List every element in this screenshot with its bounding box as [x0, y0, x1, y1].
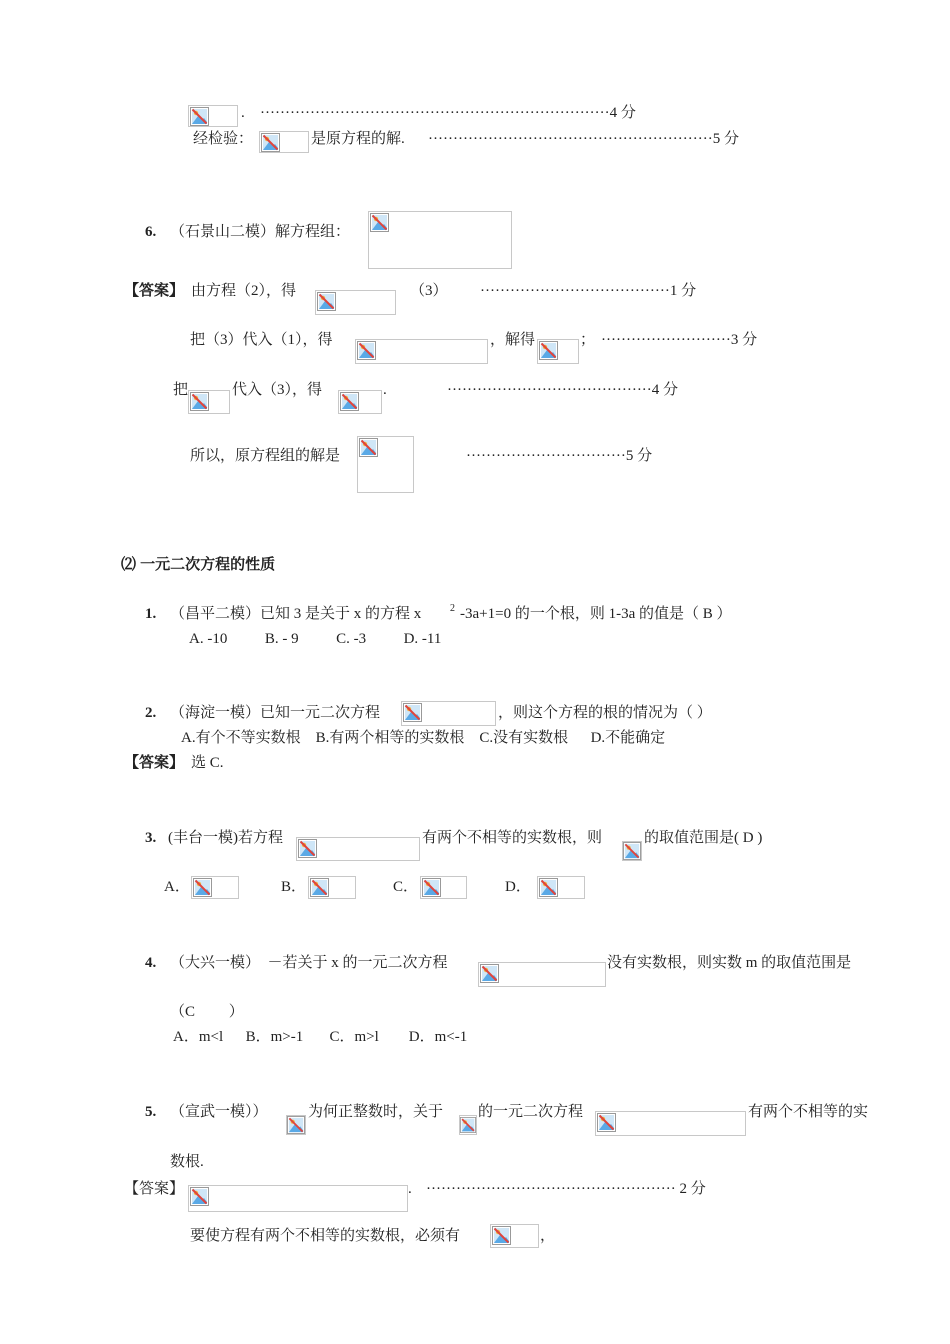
variable-image: [459, 1115, 477, 1135]
broken-image-icon: [403, 703, 422, 722]
question-text: （海淀一模）已知一元二次方程: [170, 705, 381, 721]
variable-image: [622, 841, 642, 861]
equation-image: [537, 339, 579, 364]
period: .: [383, 382, 387, 398]
score-leader: ·························································5 分: [428, 131, 739, 147]
answer-text: ，: [540, 1228, 556, 1244]
broken-image-icon: [480, 964, 499, 983]
equation-image: [296, 837, 420, 861]
answer-text: 代入（3），得: [232, 382, 323, 398]
question-text: 有两个不相等的实: [748, 1104, 869, 1120]
period: .: [408, 1181, 412, 1197]
answer-text: 由方程（2），得: [191, 283, 297, 299]
broken-image-icon: [340, 392, 359, 411]
question-number: 2.: [145, 705, 157, 721]
question-text: 为何正整数时，关于: [308, 1104, 444, 1120]
answer-options: A．m<l B．m>-1 C．m>l D．m<-1: [173, 1029, 468, 1045]
broken-image-icon: [623, 842, 641, 860]
period: .: [241, 105, 245, 121]
answer-tag: 【答案】: [124, 755, 185, 771]
broken-image-icon: [597, 1113, 616, 1132]
option-label: C．: [393, 879, 419, 895]
answer-tag: 【答案】: [124, 283, 185, 299]
answer-choice: （C ）: [170, 1004, 244, 1020]
question-text: （大兴一模） －若关于 x 的一元二次方程: [170, 955, 448, 971]
answer-text: ；: [580, 332, 596, 348]
question-text: ，则这个方程的根的情况为（ ）: [498, 705, 712, 721]
superscript: 2: [450, 603, 455, 614]
equation-image: [315, 290, 396, 315]
variable-image: [286, 1115, 306, 1135]
broken-image-icon: [190, 1187, 209, 1206]
answer-text: 要使方程有两个不相等的实数根，必须有: [190, 1228, 461, 1244]
option-label: B．: [281, 879, 307, 895]
equation-image: [259, 131, 309, 153]
solution-image: [357, 436, 414, 493]
question-text: （昌平二模）已知 3 是关于 x 的方程 x: [170, 606, 422, 622]
broken-image-icon: [539, 341, 558, 360]
equation-system-image: [368, 211, 512, 269]
option-image: [537, 876, 585, 899]
option-label: D．: [505, 879, 531, 895]
answer-tag: 【答案】: [124, 1181, 185, 1197]
question-text: 的一元二次方程: [478, 1104, 584, 1120]
question-text: （石景山二模）解方程组：: [170, 224, 351, 240]
broken-image-icon: [261, 133, 280, 152]
broken-image-icon: [193, 878, 212, 897]
equation-image: [490, 1224, 539, 1248]
broken-image-icon: [422, 878, 441, 897]
broken-image-icon: [317, 292, 336, 311]
answer-text: 把（3）代入（1），得: [190, 332, 333, 348]
answer-text: ，解得: [490, 332, 536, 348]
equation-image: [478, 962, 606, 987]
broken-image-icon: [190, 107, 209, 126]
option-image: [308, 876, 356, 899]
question-text: 的取值范围是( D ): [644, 830, 763, 846]
option-label: A．: [164, 879, 190, 895]
equation-image: [401, 701, 496, 726]
score-leader: ································5 分: [466, 448, 653, 464]
question-text: -3a+1=0 的一个根，则 1-3a 的值是（ B ）: [460, 606, 732, 622]
equation-label: （3）: [410, 283, 448, 299]
question-text: (丰台一模)若方程: [168, 830, 283, 846]
score-leader: ······································································4 分: [260, 105, 636, 121]
question-number: 1.: [145, 606, 157, 622]
equation-image: [338, 390, 382, 414]
broken-image-icon: [460, 1116, 476, 1134]
answer-options: A. -10 B. - 9 C. -3 D. -11: [189, 631, 442, 647]
question-text: 数根.: [170, 1154, 204, 1170]
score-leader: ·················································· 2 分: [426, 1181, 706, 1197]
option-image: [420, 876, 467, 899]
check-text: 是原方程的解.: [311, 131, 405, 147]
section-title: ⑵ 一元二次方程的性质: [121, 556, 276, 573]
score-leader: ·········································4 分: [447, 382, 679, 398]
check-label: 经检验：: [193, 131, 254, 147]
equation-image: [188, 390, 230, 414]
equation-image: [188, 1185, 408, 1212]
answer-options: A.有个不等实数根 B.有两个相等的实数根 C.没有实数根 D.不能确定: [181, 730, 666, 746]
question-text: 没有实数根，则实数 m 的取值范围是: [607, 955, 852, 971]
question-text: （宣武一模））: [170, 1104, 268, 1120]
question-number: 5.: [145, 1104, 157, 1120]
broken-image-icon: [357, 341, 376, 360]
question-text: 有两个不相等的实数根，则: [422, 830, 603, 846]
answer-text: 把: [173, 382, 189, 398]
score-leader: ··························3 分: [601, 332, 758, 348]
answer-text: 所以，原方程组的解是: [190, 448, 341, 464]
broken-image-icon: [287, 1116, 305, 1134]
score-leader: ······································1 分: [480, 283, 697, 299]
broken-image-icon: [539, 878, 558, 897]
equation-image: [595, 1111, 746, 1136]
broken-image-icon: [298, 839, 317, 858]
answer-text: 选 C.: [191, 755, 224, 771]
equation-image: [188, 105, 238, 127]
broken-image-icon: [370, 213, 389, 232]
question-number: 3.: [145, 830, 157, 846]
broken-image-icon: [359, 438, 378, 457]
question-number: 4.: [145, 955, 157, 971]
broken-image-icon: [492, 1226, 511, 1245]
broken-image-icon: [310, 878, 329, 897]
question-number: 6.: [145, 224, 157, 240]
equation-image: [355, 339, 488, 364]
option-image: [191, 876, 239, 899]
broken-image-icon: [190, 392, 209, 411]
